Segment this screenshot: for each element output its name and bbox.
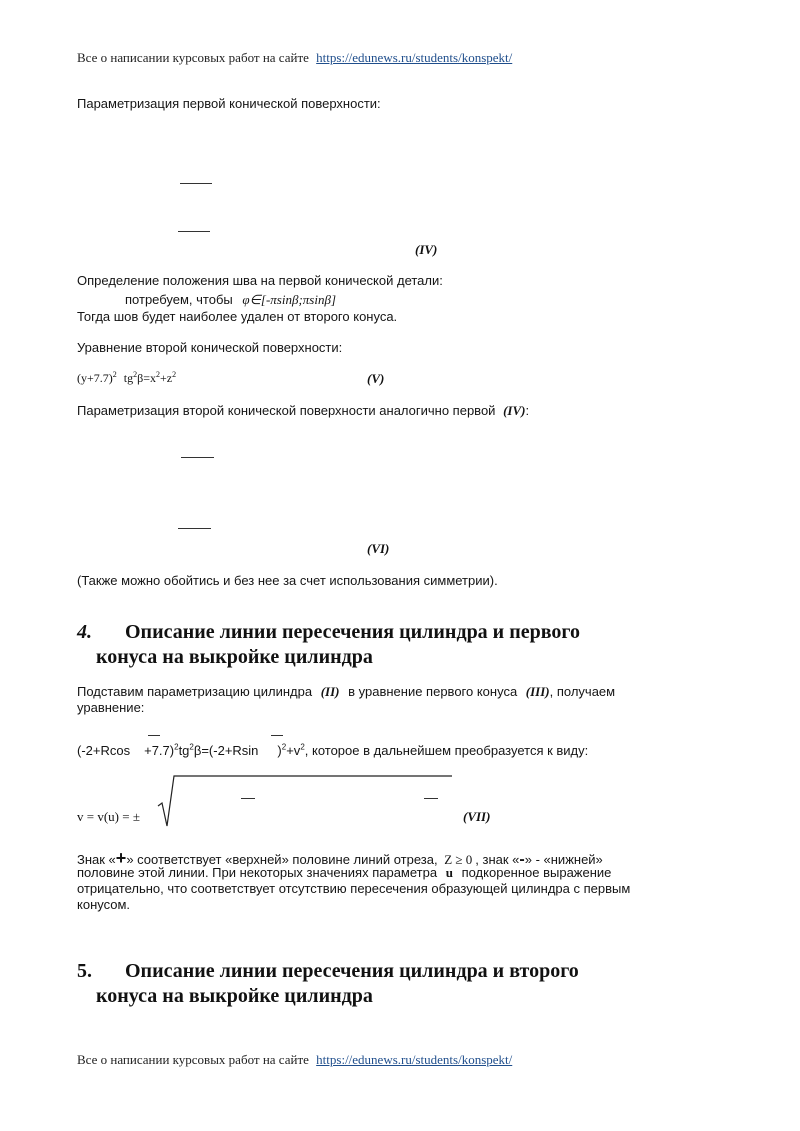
eq-part: tg bbox=[178, 743, 190, 758]
z-condition: Z ≥ 0 bbox=[444, 852, 473, 867]
cone2-param-title bbox=[77, 403, 529, 419]
fraction-bar bbox=[181, 457, 214, 458]
section-heading-5 bbox=[77, 960, 579, 983]
eq-part: β=(-2+Rsin bbox=[193, 743, 259, 758]
seam-conclusion: Тогда шов будет наиболее удален от второго конуса. bbox=[77, 309, 398, 324]
formula-part: β=x bbox=[137, 371, 156, 385]
section-heading-4 bbox=[77, 621, 580, 644]
sign-note-line2 bbox=[77, 865, 611, 881]
equation-label-iv: (IV) bbox=[415, 242, 438, 257]
eq-part: (-2+Rcos bbox=[77, 743, 131, 758]
overline-bar bbox=[148, 735, 160, 736]
eq-part: , которое в дальнейшем преобразуется к виду: bbox=[304, 743, 589, 758]
sign-text: подкоренное выражение bbox=[461, 865, 612, 880]
fraction-bar bbox=[180, 183, 212, 184]
eq-part: +7.7) bbox=[144, 743, 175, 758]
page-footer bbox=[77, 1052, 512, 1068]
formula-exp: 2 bbox=[112, 370, 117, 379]
overline-bar bbox=[241, 798, 255, 799]
eq-exp: 2 bbox=[189, 742, 194, 752]
minus-sign: - bbox=[519, 851, 525, 868]
plus-sign: + bbox=[115, 848, 127, 868]
seam-condition-line bbox=[125, 292, 336, 308]
sign-text: , знак « bbox=[475, 852, 520, 867]
sign-text: половине этой линии. При некоторых значениях параметра bbox=[77, 865, 438, 880]
cone1-param-title: Параметризация первой конической поверхности: bbox=[77, 96, 381, 111]
substitution-line2: уравнение: bbox=[77, 700, 145, 715]
equation-label-v: (V) bbox=[367, 371, 385, 386]
equation-label-vi: (VI) bbox=[367, 541, 390, 556]
fraction-bar bbox=[178, 231, 210, 232]
footer-link[interactable]: https://edunews.ru/students/konspekt/ bbox=[316, 1052, 513, 1067]
subst-text: Подставим параметризацию цилиндра bbox=[77, 684, 313, 699]
radical-sign bbox=[156, 772, 456, 832]
seam-condition: φ∈[-πsinβ;πsinβ] bbox=[242, 292, 336, 307]
subst-text: , получаем bbox=[549, 684, 616, 699]
formula-exp: 2 bbox=[133, 370, 138, 379]
sign-text: Знак « bbox=[77, 852, 116, 867]
section-heading-4-cont: конуса на выкройке цилиндра bbox=[96, 646, 373, 668]
formula-exp: 2 bbox=[155, 370, 160, 379]
fraction-bar bbox=[178, 528, 211, 529]
cone2-param-text: Параметризация второй конической поверхности аналогично первой bbox=[77, 403, 496, 418]
v-equation-lhs: v = v(u) = ± bbox=[77, 809, 140, 824]
equation-label-vii: (VII) bbox=[463, 809, 491, 824]
heading-line1: Описание линии пересечения цилиндра и второго bbox=[125, 960, 579, 982]
subst-text: в уравнение первого конуса bbox=[348, 684, 518, 699]
param-u: u bbox=[445, 865, 453, 880]
formula-exp: 2 bbox=[172, 370, 177, 379]
seam-title: Определение положения шва на первой конической детали: bbox=[77, 273, 443, 288]
heading-number: 5. bbox=[77, 960, 92, 982]
sign-text: » - «нижней» bbox=[524, 852, 603, 867]
eq-part: ) bbox=[277, 743, 282, 758]
subst-ref: (III) bbox=[525, 684, 550, 699]
heading-line1: Описание линии пересечения цилиндра и первого bbox=[125, 621, 580, 643]
eq-exp: 2 bbox=[281, 742, 287, 752]
formula-part: (y+7.7) bbox=[77, 371, 113, 385]
page-header bbox=[77, 50, 512, 66]
sign-note-line3: отрицательно, что соответствует отсутствию пересечения образующей цилиндра с первым bbox=[77, 881, 631, 896]
header-link[interactable]: https://edunews.ru/students/konspekt/ bbox=[316, 50, 513, 65]
formula-part: tg bbox=[123, 371, 134, 385]
sign-note-line4: конусом. bbox=[77, 897, 131, 912]
cone2-eq-title: Уравнение второй конической поверхности: bbox=[77, 340, 343, 355]
overline-bar bbox=[271, 735, 283, 736]
eq-part: +v bbox=[286, 743, 301, 758]
intersection-equation bbox=[77, 743, 588, 758]
heading-number: 4. bbox=[77, 621, 92, 643]
seam-condition-prefix: потребуем, чтобы bbox=[125, 292, 233, 307]
overline-bar bbox=[424, 798, 438, 799]
eq-exp: 2 bbox=[300, 742, 305, 752]
section-heading-5-cont: конуса на выкройке цилиндра bbox=[96, 985, 373, 1007]
eq-exp: 2 bbox=[174, 742, 179, 752]
formula-part: +z bbox=[159, 371, 173, 385]
subst-ref: (II) bbox=[320, 684, 340, 699]
substitution-line1 bbox=[77, 684, 615, 700]
cone2-formula bbox=[77, 371, 176, 386]
header-text: Все о написании курсовых работ на сайте bbox=[77, 50, 309, 65]
cone2-param-colon: : bbox=[525, 403, 530, 418]
symmetry-note: (Также можно обойтись и без нее за счет использования симметрии). bbox=[77, 573, 498, 588]
cone2-param-ref: (IV) bbox=[503, 403, 526, 418]
footer-text: Все о написании курсовых работ на сайте bbox=[77, 1052, 309, 1067]
sign-text: » соответствует «верхней» половине линий отреза, bbox=[126, 852, 438, 867]
